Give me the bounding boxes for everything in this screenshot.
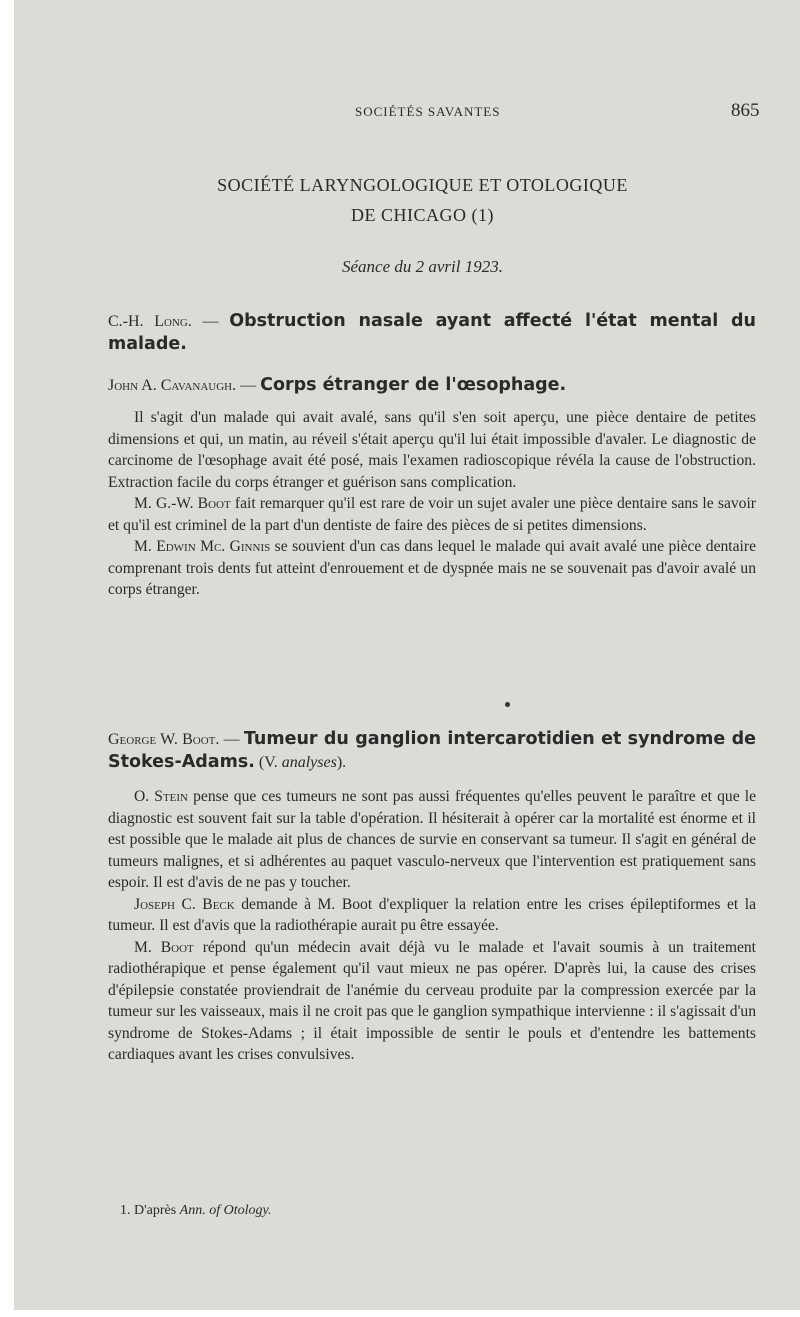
speaker-name: M. Boot [134, 938, 194, 956]
page-sheet [14, 0, 800, 1310]
entry-cavanaugh [108, 375, 756, 397]
seance-date: Séance du 2 avril 1923. [342, 257, 503, 276]
entry-author: C.-H. Long. [108, 313, 192, 330]
speaker-name: Joseph C. Beck [134, 895, 235, 913]
footnote-source: Ann. of Otology. [179, 1203, 272, 1218]
entry-boot: George W. Boot. — Tumeur du ganglion intercarotidien et syndrome de Stokes-Adams. (V. analyses). [108, 729, 756, 772]
running-title: SOCIÉTÉS SAVANTES [355, 104, 501, 119]
entry-title: Obstruction nasale ayant affecté l'état mental du malade. [108, 311, 756, 354]
paragraph: M. Edwin Mc. Ginnis se souvient d'un cas dans lequel le malade qui avait avalé une pièce dentaire comprenant trois dents fut atteint d'enrouement et de dyspnée mais ne se souvenait pas d'avoir avalé un corps étranger. [108, 538, 756, 598]
speaker-name: O. Stein [134, 788, 189, 805]
entry-title: Tumeur du ganglion intercarotidien et syndrome de Stokes-Adams. [108, 729, 756, 772]
analyses-reference: analyses [281, 754, 337, 771]
entry-title: Corps étranger de l'œsophage. [260, 375, 567, 395]
footnote: 1. D'après Ann. of Otology. [120, 1203, 272, 1218]
speaker-name: M. Edwin Mc. Ginnis [134, 538, 271, 555]
paragraph: Joseph C. Beck demande à M. Boot d'expliquer la relation entre les crises épileptiformes et la tumeur. Il est d'avis que la radiothérapie aurait pu être essayée. [108, 895, 756, 934]
paragraph: Il s'agit d'un malade qui avait avalé, sans qu'il s'en soit aperçu, une pièce dentaire de petites dimensions et qui, un matin, au réveil s'était aperçu qu'il lui était impossible d'avaler. Le diagnostic de carcinome de l'œsophage avait été posé, mais l'examen radioscopique révéla la cause de l'obstruction. Extraction facile du corps étranger et guérison sans complication. [108, 409, 756, 491]
entry-author: George W. Boot. [108, 731, 220, 748]
speaker-name: M. G.-W. Boot [134, 495, 231, 512]
cavanaugh-discussion [108, 407, 756, 601]
entry-dash: — [219, 731, 244, 748]
society-title-line2: DE CHICAGO (1) [351, 205, 494, 225]
entry-dash: — [191, 313, 230, 330]
society-title-line1: SOCIÉTÉ LARYNGOLOGIQUE ET OTOLOGIQUE [217, 175, 628, 195]
paragraph: M. G.-W. Boot fait remarquer qu'il est rare de voir un sujet avaler une pièce dentaire sans le savoir et qu'il est criminel de la part d'un dentiste de faire des pièces de si petites dimensions. [108, 495, 756, 534]
separator-dot [505, 702, 510, 707]
entry-dash: — [236, 377, 261, 394]
paragraph: M. Boot répond qu'un médecin avait déjà vu le malade et l'avait soumis à un traitement radiothérapique et pense également qu'il vaut mieux ne pas opérer. D'après lui, la cause des crises d'épilepsie constatée proviendrait de l'anémie du cerveau produite par la compression exercée par la tumeur sur les vaisseaux, mais il ne croit pas que le ganglion sympathique intervienne : il s'agissait d'un syndrome de Stokes-Adams ; il était impossible de sentir le pouls et d'entendre les battements cardiaques avant les crises convulsives. [108, 938, 756, 1063]
page-number: 865 [731, 100, 760, 121]
paragraph: O. Stein pense que ces tumeurs ne sont pas aussi fréquentes qu'elles peuvent le paraître et que le diagnostic est souvent fait sur la table d'opération. Il hésiterait à opérer car la mortalité est énorme et il est possible que le malade ait plus de chances de survie en conservant sa tumeur. Il s'agit en général de tumeurs malignes, et si adhérentes au paquet vasculo-nerveux que l'intervention est pratiquement sans espoir. Il est d'avis de ne pas y toucher. [108, 788, 757, 891]
entry-author: John A. Cavanaugh. [108, 377, 237, 394]
entry-long [108, 310, 756, 356]
boot-discussion [108, 786, 756, 1066]
